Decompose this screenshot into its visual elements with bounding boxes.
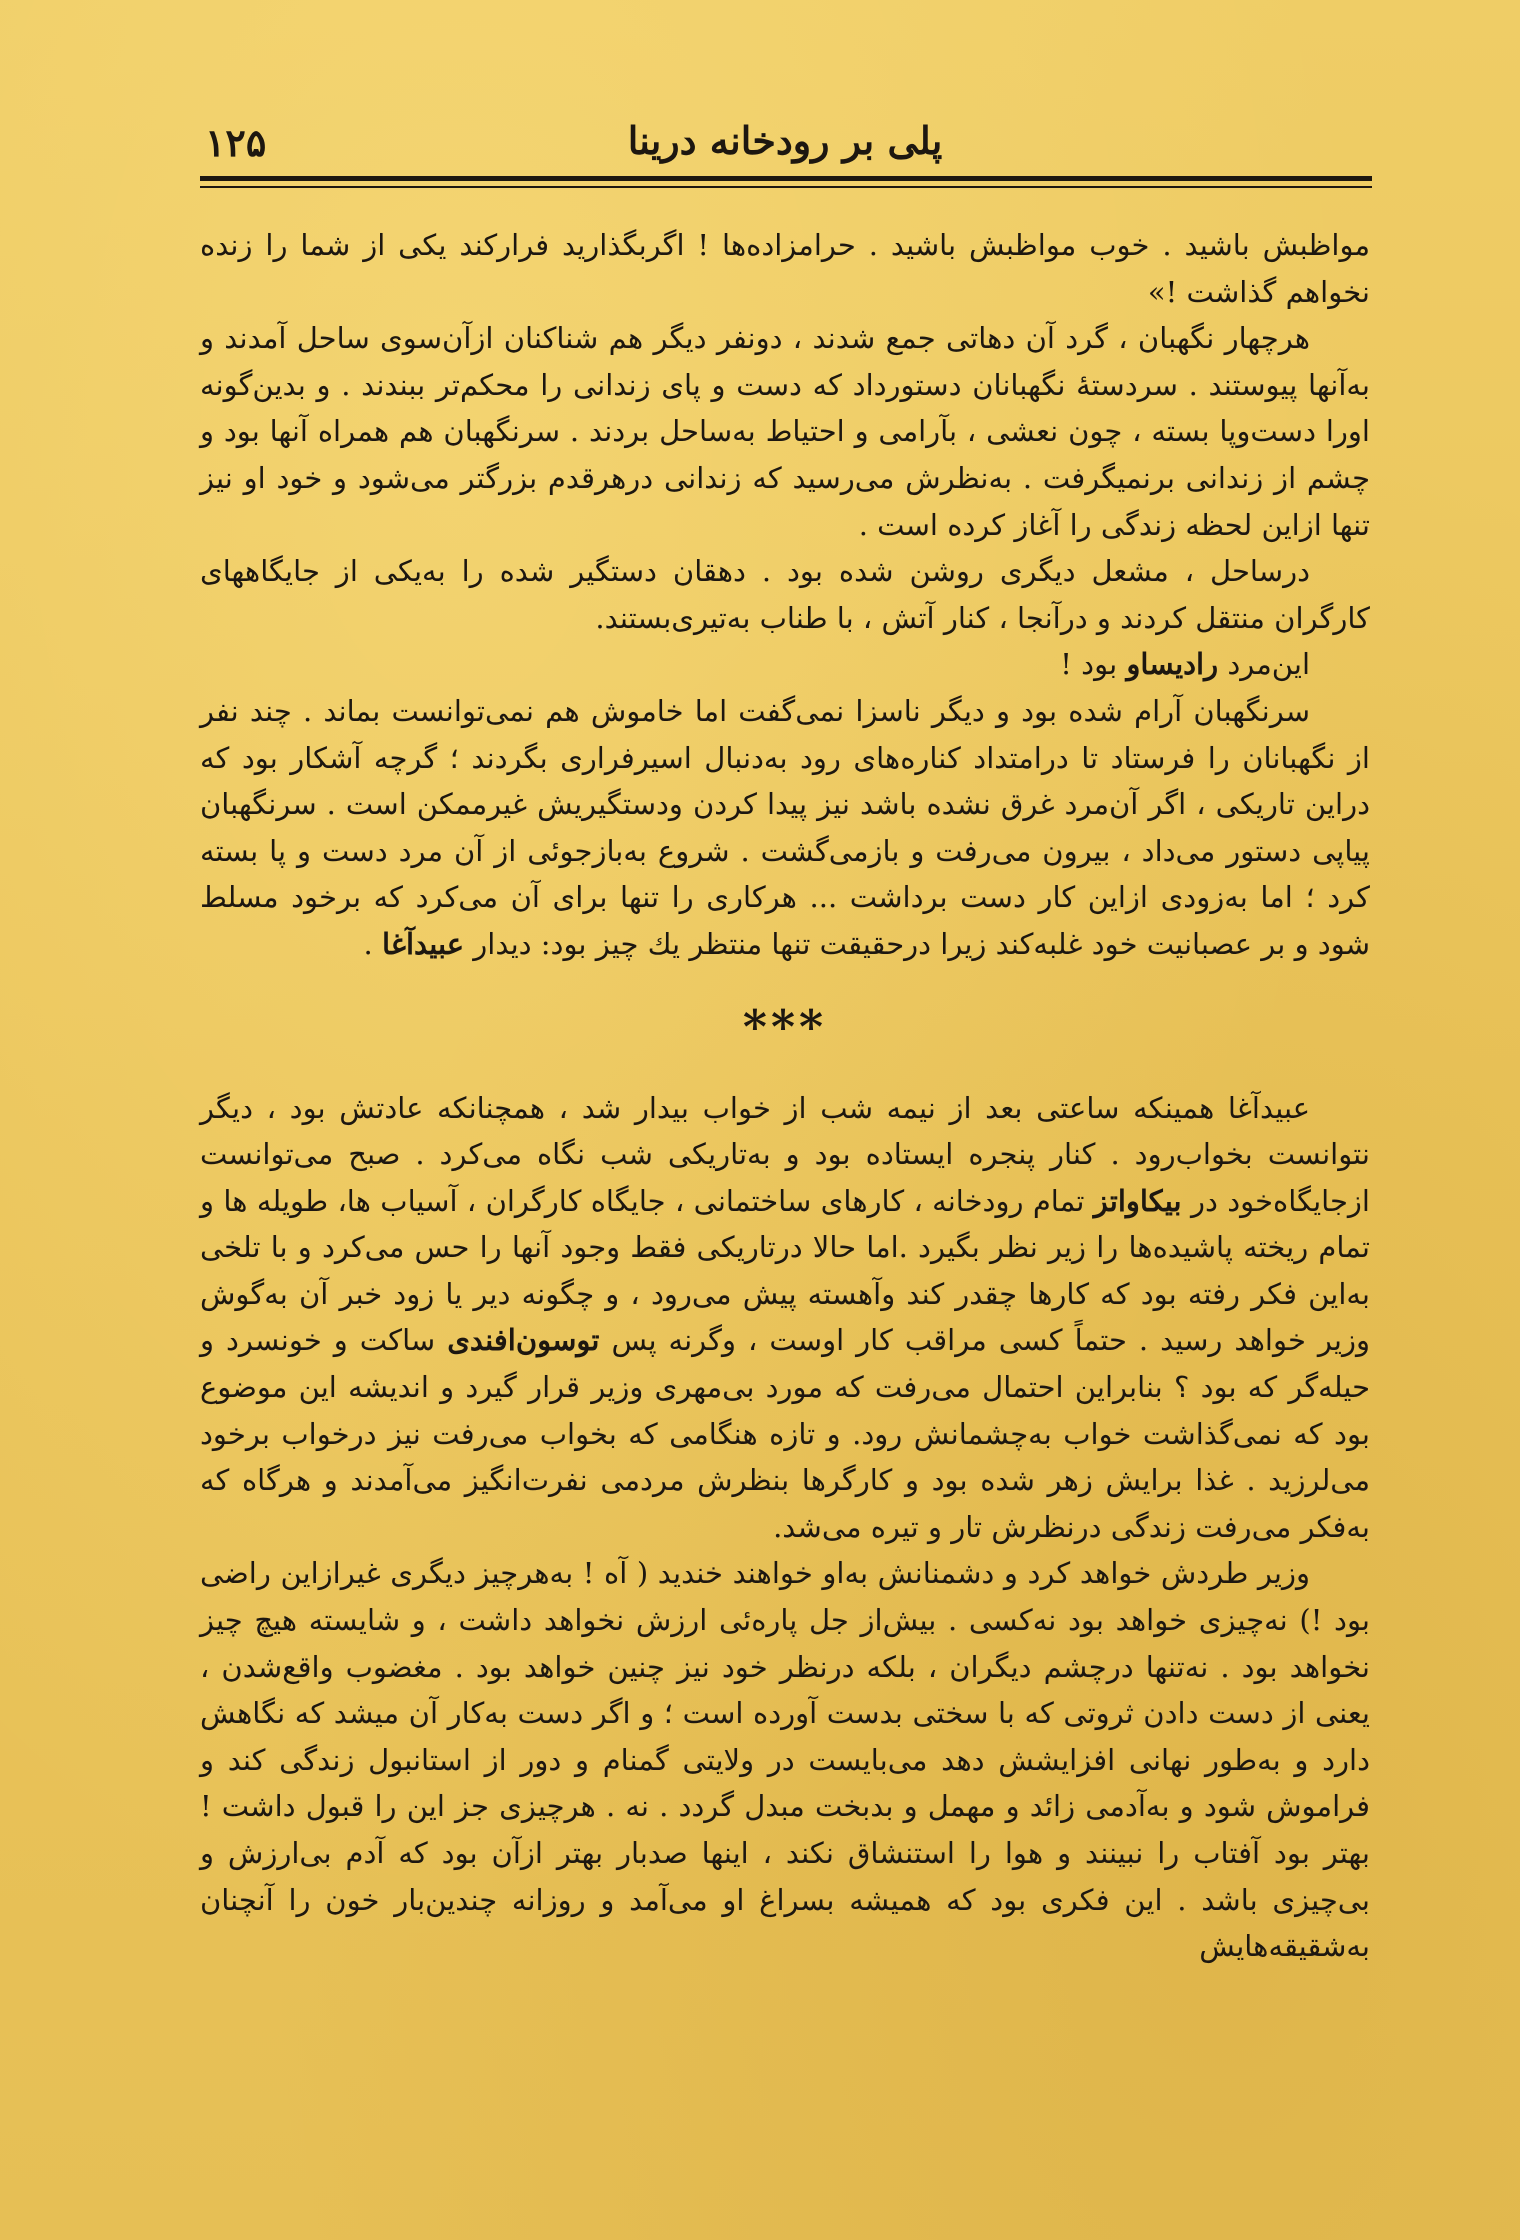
page-header — [195, 118, 1375, 170]
paragraph-4 — [200, 641, 1370, 688]
paragraph-5 — [200, 688, 1370, 968]
name-tosun-effendi: توسون‌افندی — [447, 1323, 600, 1358]
paragraph-6 — [200, 1085, 1370, 1551]
page-number: ۱۲۵ — [205, 120, 267, 165]
paragraph-1: مواظبش باشید . خوب مواظبش باشید . حرامزاده‌ها ! اگربگذارید فرارکند یکی از شما را زنده نخواهم گذاشت !» — [200, 228, 1370, 309]
paragraph-6-text-b: تمام رودخانه ، کارهای ساختمانی ، جایگاه کارگران ، آسیاب ها، طویله ها و تمام ریخته پاشیده‌ها را زیر نظر بگیرد .اما حالا درتاریکی فقط وجود آنها را حس می‌کرد و با تلخی به‌این فکر رفته بود که کارها چقدر کند وآهسته پیش می‌رود ، و چگونه دیر یا زود خبر آن به‌گوش وزیر خواهد رسید . حتماً کسی مراقب کار اوست ، وگرنه پس — [200, 1183, 1370, 1358]
paragraph-5-text: سرنگهبان آرام شده بود و دیگر ناسزا نمی‌گفت اما خاموش هم نمی‌توانست بماند . چند نفر از نگهبانان را فرستاد تا درامتداد کناره‌های رود به‌دنبال اسیرفراری بگردند ؛ گرچه آشکار بود که دراین تاریکی ، اگر آن‌مرد غرق نشده باشد نیز پیدا کردن ودستگیریش غیرممکن است . سرنگهبان پیاپی دستور می‌داد ، بیرون می‌رفت و بازمی‌گشت . شروع به‌بازجوئی از آن مرد دست و پا بسته کرد ؛ اما به‌زودی ازاین کار دست برداشت ... هرکاری را تنها برای آن می‌کرد که برخود مسلط شود و بر عصبانیت خود غلبه‌کند زیرا درحقیقت تنها منتظر یك چیز بود: دیدار — [200, 693, 1370, 961]
header-rule-thin — [200, 186, 1372, 188]
paragraph-6-text-a: عبیدآغا همینکه ساعتی بعد از نیمه شب از خواب بیدار شد ، همچنانکه عادتش بود ، دیگر نتوانست بخواب‌رود . کنار پنجره ایستاده بود و به‌تاریکی شب نگاه می‌کرد . صبح می‌توانست ازجایگاه‌خود در — [200, 1090, 1370, 1218]
paragraph-3: درساحل ، مشعل دیگری روشن شده بود . دهقان دستگیر شده را به‌یکی از جایگاههای کارگران منتقل کردند و درآنجا ، کنار آتش ، با طناب به‌تیری‌بستند. — [200, 554, 1370, 635]
paragraph-7: وزیر طردش خواهد کرد و دشمنانش به‌او خواهند خندید ( آه ! به‌هرچیز دیگری غیرازاین راضی بود !) نه‌چیزی خواهد بود نه‌کسی . بیش‌از جل پاره‌ئی ارزش نخواهد داشت ، و شایسته هیچ چیز نخواهد بود . نه‌تنها درچشم دیگران ، بلکه درنظر خود نیز چنین خواهد بود . مغضوب واقع‌شدن ، یعنی از دست دادن ثروتی که با سختی بدست آورده است ؛ و اگر دست به‌کار آن میشد که نگاهش دارد و به‌طور نهانی افزایشش دهد می‌بایست در ولایتی گمنام و دور از استانبول زندگی کند و فراموش شود و به‌آدمی زائد و مهمل و بدبخت مبدل گردد . نه . هرچیزی جز این را قبول داشت ! بهتر بود آفتاب را نبینند و هوا را استنشاق نکند ، اینها صدبار بهتر ازآن بود که آدم بی‌ارزش و بی‌چیزی باشد . این فکری بود که همیشه بسراغ او می‌آمد و روزانه چندین‌بار خون را آنچنان به‌شقیقه‌هایش — [200, 1556, 1371, 1964]
paragraph-4-text-a: این‌مرد — [1218, 647, 1310, 682]
running-title: پلی بر رودخانه درینا — [627, 118, 943, 163]
page-body — [200, 222, 1370, 1970]
paragraph-5-end: . — [363, 926, 382, 961]
name-radisav: رادیساو — [1126, 647, 1219, 682]
header-rule-thick — [200, 176, 1372, 181]
section-separator: *** — [742, 999, 828, 1054]
name-abid-agha: عبیدآغا — [381, 926, 465, 961]
paragraph-2: هرچهار نگهبان ، گرد آن دهاتی جمع شدند ، دونفر دیگر هم شناکنان ازآن‌سوی ساحل آمدند و به‌آنها پیوستند . سردستهٔ نگهبانان دستورداد که دست و پای زندانی را محکم‌تر ببندند . و بدین‌گونه اورا دست‌وپا بسته ، چون نعشی ، بآرامی و احتیاط به‌ساحل بردند . سرنگهبان هم همراه آنها بود و چشم از زندانی برنمیگرفت . به‌نظرش می‌رسید که زندانی درهرقدم بزرگتر می‌شود و خود او نیز تنها ازاین لحظه زندگی را آغاز کرده است . — [200, 321, 1370, 542]
name-bikavatz: بیکاواتز — [1093, 1183, 1182, 1218]
paragraph-4-text-b: بود ! — [1060, 647, 1127, 682]
paragraph-6-text-c: ساکت و خونسرد و حیله‌گر که بود ؟ بنابراین احتمال می‌رفت که مورد بی‌مهری وزیر قرار گیرد و اندیشه این موضوع بود که نمی‌گذاشت خواب به‌چشمانش رود. و تازه هنگامی که بخواب می‌رفت نیز درخواب برخود می‌لرزید . غذا برایش زهر شده بود و کارگرها بنظرش مردمی نفرت‌انگیز می‌آمدند و هرگاه که به‌فکر می‌رفت زندگی درنظرش تار و تیره می‌شد. — [200, 1323, 1370, 1544]
